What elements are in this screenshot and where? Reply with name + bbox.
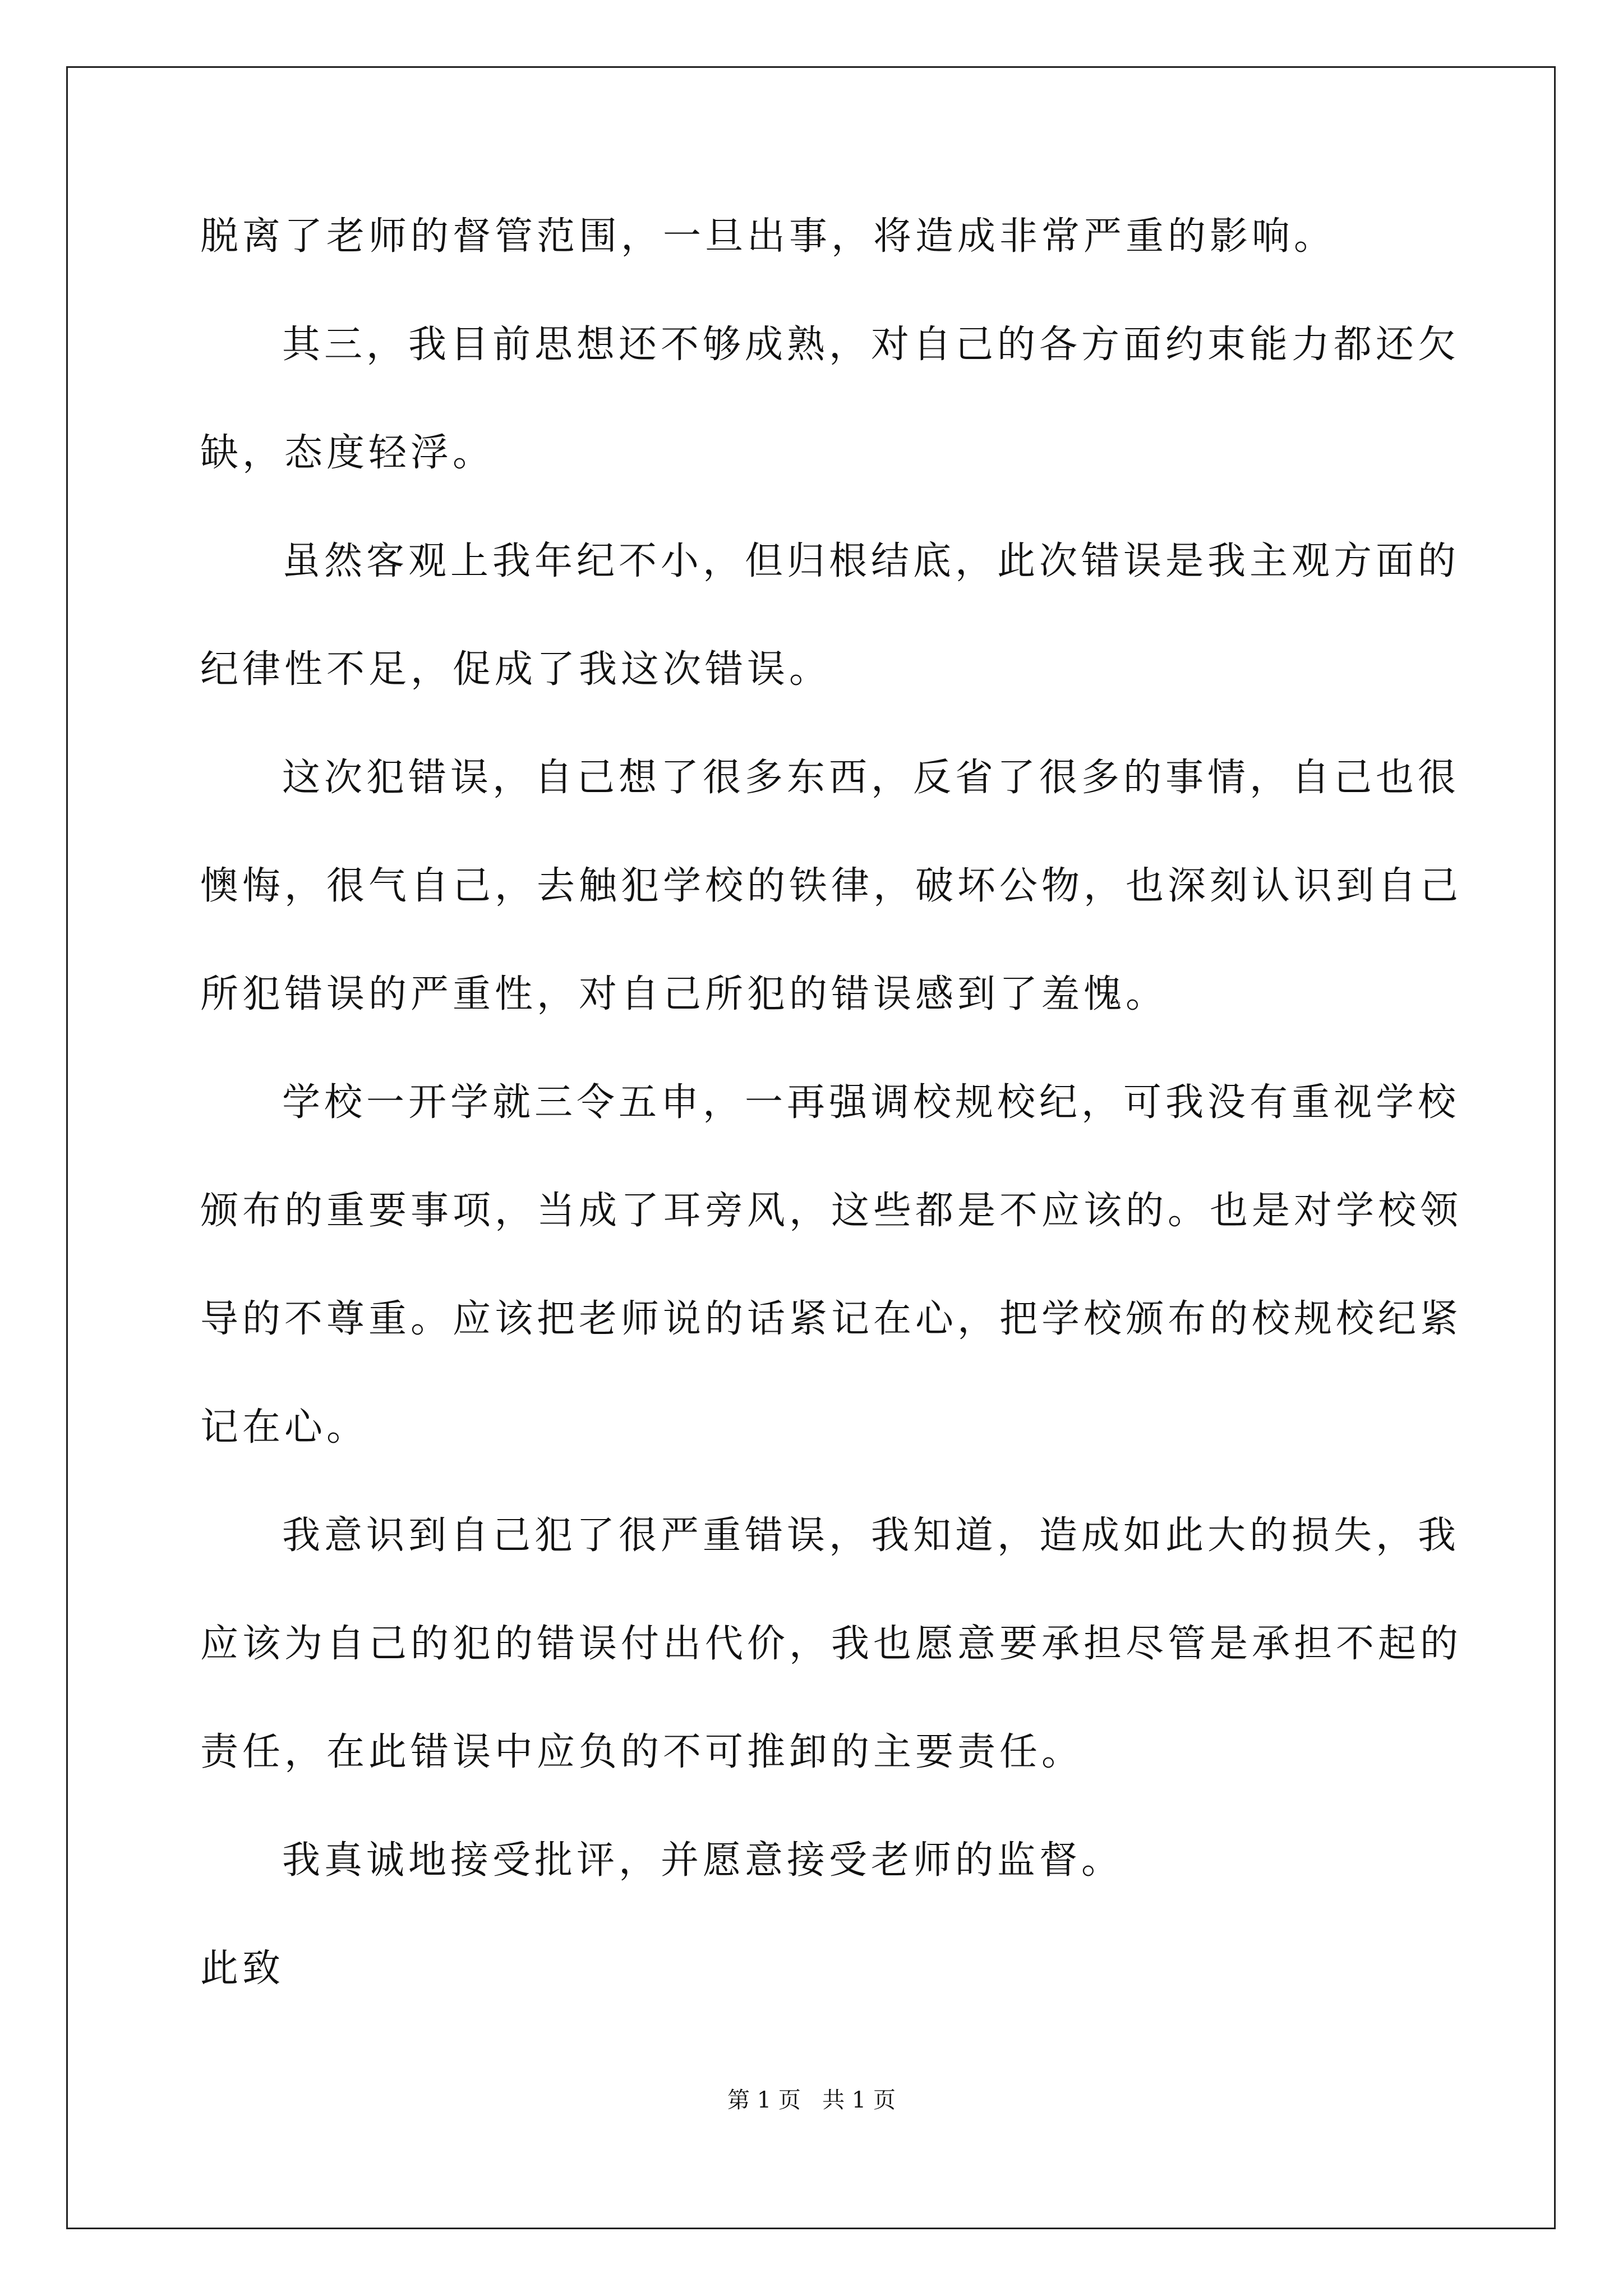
closing-salutation: 此致 [200, 1947, 285, 1991]
text-line: 懊悔，很气自己，去触犯学校的铁律，破坏公物，也深刻认识到自己 [200, 864, 1463, 908]
text-line: 责任，在此错误中应负的不可推卸的主要责任。 [200, 1730, 1084, 1774]
text-line: 学校一开学就三令五申，一再强调校规校纪，可我没有重视学校 [282, 1080, 1460, 1125]
text-line: 我意识到自己犯了很严重错误，我知道，造成如此大的损失，我 [282, 1513, 1460, 1558]
text-line: 缺，态度轻浮。 [200, 431, 495, 475]
text-line: 所犯错误的严重性，对自己所犯的错误感到了羞愧。 [200, 972, 1168, 1016]
text-line: 记在心。 [200, 1405, 369, 1450]
document-body [200, 209, 1463, 2049]
text-line: 颁布的重要事项，当成了耳旁风，这些都是不应该的。也是对学校领 [200, 1189, 1463, 1233]
text-line: 其三，我目前思想还不够成熟，对自己的各方面约束能力都还欠 [282, 323, 1460, 367]
text-line: 导的不尊重。应该把老师说的话紧记在心，把学校颁布的校规校纪紧 [200, 1297, 1463, 1341]
text-line: 我真诚地接受批评，并愿意接受老师的监督。 [282, 1838, 1124, 1883]
text-line: 这次犯错误，自己想了很多东西，反省了很多的事情，自己也很 [282, 756, 1460, 800]
text-line: 脱离了老师的督管范围，一旦出事，将造成非常严重的影响。 [200, 214, 1336, 259]
page-number-footer: 第 1 页 共 1 页 [727, 2087, 896, 2113]
text-line: 纪律性不足，促成了我这次错误。 [200, 647, 832, 692]
text-line: 虽然客观上我年纪不小，但归根结底，此次错误是我主观方面的 [282, 539, 1460, 583]
text-line: 应该为自己的犯的错误付出代价，我也愿意要承担尽管是承担不起的 [200, 1622, 1463, 1666]
